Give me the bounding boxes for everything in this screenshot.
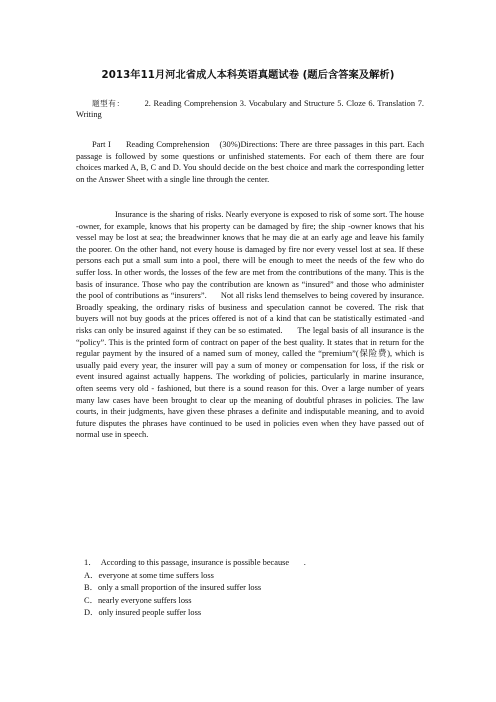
passage-text: Insurance is the sharing of risks. Nearly everyone is exposed to risk of some sort. The house -owner, for example, knows that his property can be damaged by fire; the ship -owner knows that his vessel may be lost at sea; the breadwinner knows that he may die at an early age and leave his family the poorer. On the other hand, not every house is damaged by fire nor every vessel lost at sea. If these persons each put a small sum into a pool, there will be enough to meet the needs of the few who do suffer loss. In other words, the losses of the few are met from the contributions of the many. This is the basis of insurance. Those who pay the contribution are known as “insured” and those who administer the pool of contributions as “insurers”. Not all risks lend themselves to being covered by insurance. Broadly speaking, the ordinary risks of business and speculation cannot be covered. The risk that buyers will not buy goods at the prices offered is not of a kind that can be statistically estimated -and risks can only be insured against if they can be so estimated. The legal basis of all insurance is the “policy”. This is the printed form of contract on paper of the best quality. It states that in return for the regular payment by the insured of a named sum of money, called the “premium”(保险费), which is usually paid every year, the insurer will pay a sum of money or compensation for loss, if the risk or event insured against actually happens. The workding of policies, particularly in marine insurance, often seems very old - fashioned, but there is a sound reason for this. Over a large number of years many law cases have been brought to clear up the meaning of doubtful phrases in policies. The law courts, in their judgments, have given these phrases a definite and indisputable meaning, and to avoid future disputes the phrases have continued to be used in policies even when they have passed out of normal use in speech. [76,210,427,440]
part-directions [76,139,424,185]
option-d[interactable] [84,607,424,620]
option-c[interactable] [84,595,424,608]
part-directions-text: (30%)Directions: There are three passages in this part. Each passage is followed by some questions or unfinished statements. For each of them there are four choices marked A, B, C and D. You should decide on the best choice and mark the corresponding letter on the Answer Sheet with a single line through the center. [76,140,425,184]
reading-passage [76,209,427,441]
question-types-label: 题型有： [92,99,125,108]
question-types-list: 2. Reading Comprehension 3. Vocabulary and Structure 5. Cloze 6. Translation 7. Writing [76,99,424,120]
option-letter: C． [84,595,98,605]
option-text: nearly everyone suffers loss [97,595,192,605]
question-number: 1． [84,558,97,567]
option-a[interactable] [84,570,424,583]
option-letter: D． [84,608,99,618]
option-text: everyone at some time suffers loss [98,570,214,580]
option-text: only insured people suffer loss [98,608,202,618]
question-stem [84,557,424,570]
option-b[interactable] [84,582,424,595]
part-heading: Part I Reading Comprehension [92,140,210,149]
option-letter: B． [84,583,98,593]
option-text: only a small proportion of the insured suffer loss [97,583,262,593]
question-types [76,98,424,121]
question-blank: . [289,558,306,567]
option-letter: A． [84,570,99,580]
document-title: 2013年11月河北省成人本科英语真题试卷 (题后含答案及解析) [101,70,395,81]
question-1 [84,557,424,620]
question-stem-text: According to this passage, insurance is possible because [100,558,290,567]
